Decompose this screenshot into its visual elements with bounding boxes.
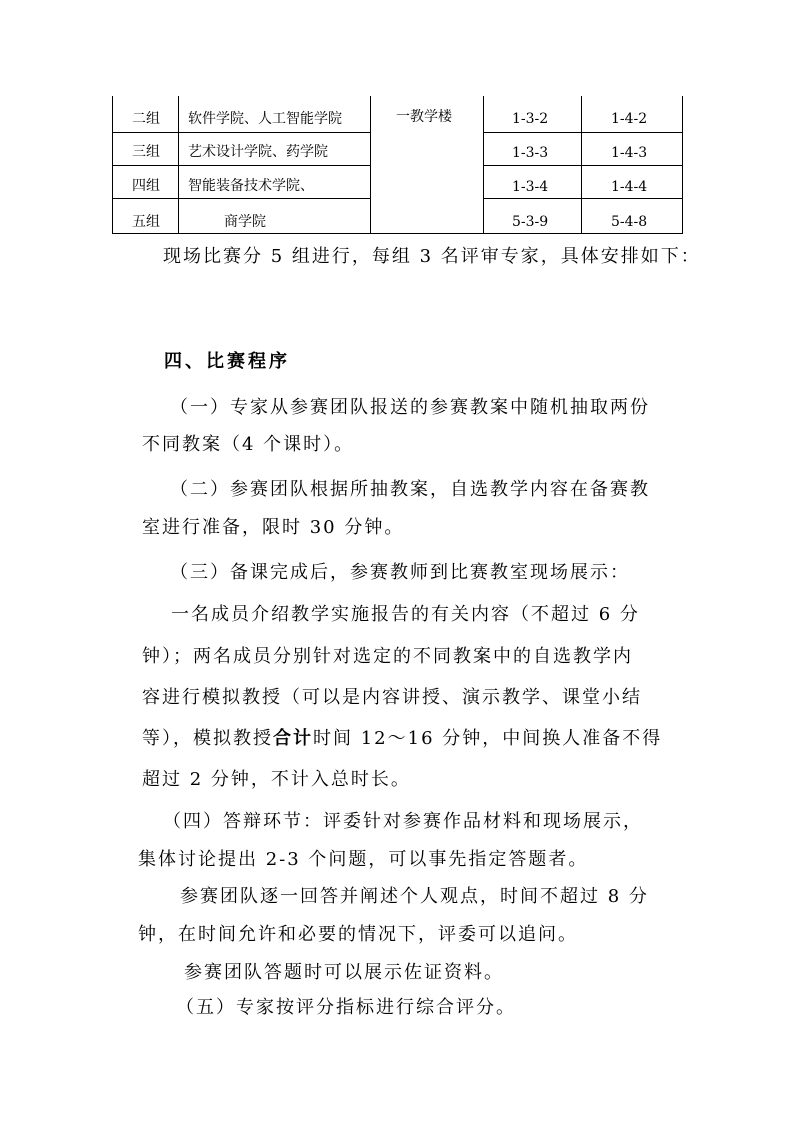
- table-cell-room: 1-3-3: [512, 145, 549, 161]
- paragraph-line: （一）专家从参赛团队报送的参赛教案中随机抽取两份: [170, 397, 650, 418]
- paragraph-line: 参赛团队答题时可以展示佐证资料。: [184, 962, 504, 983]
- paragraph-line: （四）答辩环节：评委针对参赛作品材料和现场展示，: [163, 811, 643, 832]
- table-cell-room: 5-4-8: [611, 214, 648, 230]
- table-cell-room: 1-3-2: [512, 111, 549, 127]
- paragraph-line: [142, 729, 662, 749]
- table-cell-group: 二组: [132, 111, 160, 127]
- paragraph-line: 集体讨论提出 2-3 个问题，可以事先指定答题者。: [138, 849, 589, 870]
- table-cell-room: 1-3-4: [512, 179, 549, 195]
- table-cell-college: 软件学院、人工智能学院: [188, 111, 342, 127]
- paragraph-line: 室进行准备，限时 30 分钟。: [142, 517, 405, 538]
- paragraph-text: 等），模拟教授: [142, 728, 273, 749]
- paragraph-line: 不同教案（4 个课时）。: [142, 434, 355, 455]
- table-cell-group: 五组: [132, 214, 160, 230]
- table-cell-group: 四组: [132, 178, 160, 194]
- table-cell-group: 三组: [132, 144, 160, 160]
- table-row-line: [112, 132, 371, 133]
- paragraph-line: 参赛团队逐一回答并阐述个人观点，时间不超过 8 分: [180, 886, 649, 907]
- paragraph-line: 钟，在时间允许和必要的情况下，评委可以追问。: [138, 924, 578, 945]
- paragraph-text: 时间 12～16 分钟，中间换人准备不得: [313, 728, 663, 749]
- table-row-line: [483, 165, 683, 166]
- table-cell-room: 1-4-2: [611, 111, 648, 127]
- paragraph-line: 一名成员介绍教学实施报告的有关内容（不超过 6 分: [171, 604, 640, 625]
- table-row-line: [112, 165, 371, 166]
- paragraph-line: （二）参赛团队根据所抽教案，自选教学内容在备赛教: [170, 479, 650, 500]
- intro-text: 现场比赛分 5 组进行，每组 3 名评审专家，具体安排如下：: [163, 246, 701, 267]
- table-cell-college: 智能装备技术学院、: [188, 178, 314, 194]
- paragraph-line: （五）专家按评分指标进行综合评分。: [176, 997, 516, 1018]
- table-cell-room: 1-4-3: [611, 145, 648, 161]
- table-row-line: [483, 132, 683, 133]
- paragraph-line: 钟）；两名成员分别针对选定的不同教案中的自选教学内: [142, 646, 633, 667]
- table-cell-room: 5-3-9: [512, 214, 549, 230]
- table-row-line: [483, 198, 683, 199]
- schedule-table: [112, 96, 683, 234]
- section-heading: 四、比赛程序: [164, 351, 290, 372]
- table-row-line: [112, 198, 371, 199]
- paragraph-line: 容进行模拟教授（可以是内容讲授、演示教学、课堂小结: [142, 687, 642, 708]
- table-cell-venue: 一教学楼: [396, 109, 452, 125]
- table-cell-college: 商学院: [224, 214, 266, 230]
- paragraph-line: 超过 2 分钟，不计入总时长。: [142, 769, 411, 790]
- table-cell-college: 艺术设计学院、药学院: [188, 144, 328, 160]
- table-cell-room: 1-4-4: [611, 179, 648, 195]
- table-border-bottom: [112, 233, 683, 234]
- paragraph-line: （三）备课完成后，参赛教师到比赛教室现场展示：: [170, 562, 630, 583]
- emphasis-text: 合计: [273, 728, 313, 749]
